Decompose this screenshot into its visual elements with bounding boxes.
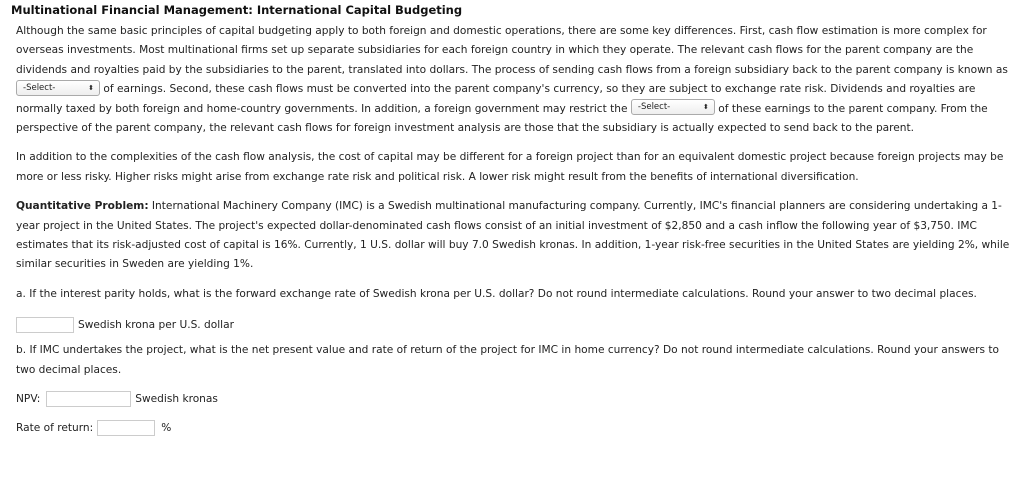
unit-label: % [161, 422, 172, 435]
page-title: Multinational Financial Management: International Capital Budgeting [11, 3, 463, 17]
chevron-updown-icon: ⬍ [703, 103, 709, 112]
unit-label: Swedish krona per U.S. dollar [78, 319, 234, 332]
select-value: -Select- [637, 102, 671, 113]
unit-label: Swedish kronas [135, 393, 218, 406]
text: of these earnings to the parent company. From the perspective of the parent company, the relevant cash flows for foreign investment analysis are those that the subsidiary is actually expected to send back to the parent. [16, 102, 988, 135]
text: of earnings. Second, these cash flows must be converted into the parent company's currency, so they are subject to exchange rate risk. Dividends and royalties are normally taxed by both foreign and home-country governments. In addition, a foreign government may restrict the [16, 83, 976, 115]
problem-text: International Machinery Company (IMC) is a Swedish multinational manufacturing company. Currently, IMC's financial planners are considering undertaking a 1-year project in the United States. The project's expected dollar-denominated cash flows consist of an initial investment of $2,850 and a cash inflow the following year of $3,750. IMC estimates that its risk-adjusted cost of capital is 16%. Currently, 1 U.S. dollar will buy 7.0 Swedish kronas. In addition, 1-year risk-free securities in the United States are yielding 2%, while similar securities in Sweden are yielding 1%. [16, 200, 1010, 271]
select-value: -Select- [23, 82, 56, 93]
answer-a-row [10, 314, 1014, 336]
ror-input[interactable] [97, 420, 155, 436]
ror-row [10, 417, 1014, 439]
text: Although the same basic principles of capital budgeting apply to both foreign and domestic operations, there are some key differences. First, cash flow estimation is more complex for overseas investments. Most multinational firms set up separate subsidiaries for each foreign country in which they operate. The relevant cash flows for the parent company are the dividends and royalties paid by the subsidiaries to the parent, translated into dollars. The process of sending cash flows from a foreign subsidiary back to the parent company is known as [16, 25, 1008, 76]
npv-label: NPV: [16, 393, 41, 406]
select-dropdown-1[interactable] [16, 80, 100, 96]
npv-input[interactable] [46, 391, 131, 407]
forward-rate-input[interactable] [16, 317, 74, 333]
problem-label: Quantitative Problem: [16, 200, 149, 213]
question-a: a. If the interest parity holds, what is the forward exchange rate of Swedish krona per U.S. dollar? Do not round intermediate calculations. Round your answer to two decimal places. [16, 287, 977, 300]
problem-paragraph [10, 197, 1016, 275]
question-b: b. If IMC undertakes the project, what is the net present value and rate of return of the project for IMC in home currency? Do not round intermediate calculations. Round your answers to two decimal places. [16, 344, 1000, 376]
intro-paragraph [10, 22, 1016, 138]
ror-label: Rate of return: [16, 422, 94, 435]
npv-row [10, 388, 1014, 410]
chevron-updown-icon: ⬍ [88, 83, 94, 92]
risk-paragraph: In addition to the complexities of the cash flow analysis, the cost of capital may be different for a foreign project than for an equivalent domestic project because foreign projects may be more or less risky. Higher risks might arise from exchange rate risk and political risk. A lower risk might result from the benefits of international diversification. [16, 151, 1004, 183]
select-dropdown-2[interactable] [631, 99, 715, 115]
